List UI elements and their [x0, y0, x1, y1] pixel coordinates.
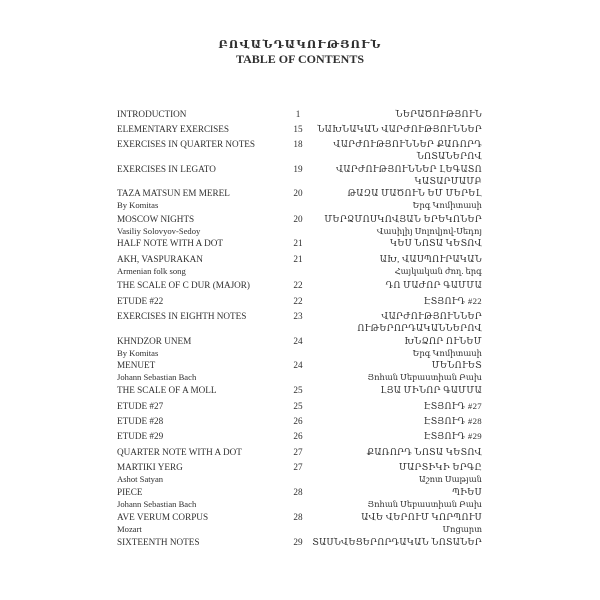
- heading-armenian: ԲՈՎԱՆԴԱԿՈՒԹՅՈՒՆ: [218, 39, 382, 51]
- entry-title-armenian: ԼՅԱ ՄԻՆՈՐ ԳԱՄՄԱ: [380, 385, 482, 395]
- entry-page-number: 15: [293, 124, 303, 134]
- entry-title-armenian-line2: ՈՒԹԵՐՈՐԴԱԿԱՆՆԵՐՈՎ: [357, 323, 482, 333]
- entry-page-number: 26: [293, 431, 303, 441]
- entry-title-english: AVE VERUM CORPUS: [117, 512, 209, 522]
- entry-page-number: 26: [293, 416, 303, 426]
- entry-title-english: PIECE: [117, 487, 143, 497]
- entry-title-armenian: ԹԱԶԱ ՄԱԾՈՒՆ ԵՄ ՄԵՐԵԼ: [347, 188, 482, 198]
- entry-title-armenian: ԴՈ ՄԱԺՈՐ ԳԱՄՄԱ: [385, 280, 482, 290]
- heading-english: TABLE OF CONTENTS: [235, 52, 365, 66]
- entry-title-english: ETUDE #22: [117, 296, 164, 306]
- entry-title-english: TAZA MATSUN EM MEREL: [117, 188, 230, 198]
- entry-page-number: 20: [293, 188, 303, 198]
- entry-page-number: 19: [293, 164, 303, 174]
- entry-title-armenian: ՄԵՆՈՒԵՏ: [431, 360, 482, 370]
- entry-page-number: 25: [293, 385, 303, 395]
- entry-page-number: 29: [293, 537, 303, 547]
- toc-entry: [0, 487, 600, 515]
- entry-title-armenian: ԱՎԵ ՎԵՐՈՒՄ ԿՈՐՊՈՒՍ: [361, 512, 482, 522]
- entry-title-english: MARTIKI YERG: [117, 462, 183, 472]
- entry-title-armenian: ՎԱՐԺՈՒԹՅՈՒՆՆԵՐ: [381, 311, 482, 321]
- entry-title-armenian: ԿԵՍ ՆՈՏԱ ԿԵՏՈՎ: [389, 238, 482, 248]
- entry-page-number: 21: [293, 238, 303, 248]
- entry-subtitle-english: By Komitas: [117, 200, 159, 210]
- entry-title-armenian: ՏԱՍՆՎԵՑԵՐՈՐԴԱԿԱՆ ՆՈՏԱՆԵՐ: [312, 537, 482, 547]
- entry-title-armenian: ՆԵՐԱԾՈՒԹՅՈՒՆ: [395, 109, 482, 119]
- entry-title-armenian: ՎԱՐԺՈՒԹՅՈՒՆՆԵՐ ՔԱՌՈՐԴ: [333, 139, 482, 149]
- entry-title-english: THE SCALE OF A MOLL: [117, 385, 217, 395]
- entry-title-english: ETUDE #29: [117, 431, 164, 441]
- entry-title-armenian: ՊԻԵՍ: [452, 487, 482, 497]
- toc-entry: [0, 537, 600, 565]
- entry-title-armenian: ՔԱՌՈՐԴ ՆՈՏԱ ԿԵՏՈՎ: [366, 447, 482, 457]
- entry-subtitle-armenian: Հայկական ժող. երգ: [394, 267, 482, 276]
- entry-title-english: HALF NOTE WITH A DOT: [117, 238, 223, 248]
- entry-page-number: 18: [293, 139, 303, 149]
- entry-title-english: EXERCISES IN QUARTER NOTES: [117, 139, 256, 149]
- entry-title-english: AKH, VASPURAKAN: [117, 254, 203, 264]
- entry-page-number: 23: [293, 311, 303, 321]
- entry-page-number: 28: [293, 487, 303, 497]
- entry-subtitle-english: Johann Sebastian Bach: [117, 372, 197, 382]
- entry-title-armenian: ԷՏՅՈՒԴ #27: [423, 401, 482, 411]
- entry-title-english: MOSCOW NIGHTS: [117, 214, 195, 224]
- entry-title-armenian: ԷՏՅՈՒԴ #22: [423, 296, 482, 306]
- entry-title-english: ETUDE #28: [117, 416, 164, 426]
- entry-title-english: QUARTER NOTE WITH A DOT: [117, 447, 242, 457]
- entry-subtitle-armenian: Յոհան Սեբաստիան Բախ: [367, 373, 482, 382]
- entry-page-number: 22: [293, 280, 303, 290]
- toc-entry: [0, 139, 600, 167]
- toc-entry: [0, 512, 600, 540]
- entry-title-armenian-line2: ՆՈՏԱՆԵՐՈՎ: [416, 151, 482, 161]
- entry-subtitle-english: By Komitas: [117, 348, 159, 358]
- toc-entry: [0, 188, 600, 216]
- entry-title-english: ELEMENTARY EXERCISES: [117, 124, 229, 134]
- entry-page-number: 27: [293, 447, 303, 457]
- entry-page-number: 22: [293, 296, 303, 306]
- toc-entry: [0, 311, 600, 339]
- entry-page-number: 20: [293, 214, 303, 224]
- entry-title-armenian: ՄԱՐՏԻԿԻ ԵՐԳԸ: [398, 462, 482, 472]
- entry-title-english: KHNDZOR UNEM: [117, 336, 192, 346]
- entry-title-armenian: ԱԽ, ՎԱՍՊՈՒՐԱԿԱՆ: [379, 254, 482, 264]
- entry-title-armenian: ԷՏՅՈՒԴ #28: [423, 416, 482, 426]
- entry-title-english: SIXTEENTH NOTES: [117, 537, 200, 547]
- entry-page-number: 24: [293, 336, 303, 346]
- toc-entry: [0, 462, 600, 490]
- entry-subtitle-armenian: Մոցարտ: [442, 525, 482, 534]
- entry-title-english: THE SCALE OF C DUR (MAJOR): [117, 280, 250, 290]
- entry-subtitle-english: Armenian folk song: [117, 266, 186, 276]
- entry-page-number: 21: [293, 254, 303, 264]
- entry-page-number: 1: [295, 109, 301, 119]
- entry-title-armenian: ՎԱՐԺՈՒԹՅՈՒՆՆԵՐ ԼԵԳԱՏՈ: [336, 164, 482, 174]
- entry-subtitle-english: Johann Sebastian Bach: [117, 499, 197, 509]
- entry-title-armenian: ԽՆՁՈՐ ՈՒՆԵՄ: [404, 336, 482, 346]
- entry-title-armenian: ՆԱԽՆԱԿԱՆ ՎԱՐԺՈՒԹՅՈՒՆՆԵՐ: [317, 124, 482, 134]
- entry-subtitle-english: Vasiliy Solovyov-Sedoy: [117, 226, 201, 236]
- entry-subtitle-english: Mozart: [117, 524, 142, 534]
- entry-title-english: MENUET: [117, 360, 156, 370]
- entry-page-number: 28: [293, 512, 303, 522]
- toc-entry: [0, 360, 600, 388]
- entry-subtitle-english: Ashot Satyan: [117, 474, 164, 484]
- entry-subtitle-armenian: Երգ Կոմիտասի: [412, 201, 482, 210]
- entry-page-number: 24: [293, 360, 303, 370]
- toc-entry: [0, 254, 600, 282]
- entry-subtitle-armenian: Երգ Կոմիտասի: [412, 349, 482, 358]
- entry-title-english: ETUDE #27: [117, 401, 164, 411]
- entry-subtitle-armenian: Աշոտ Սաթյան: [418, 475, 482, 484]
- entry-title-armenian: ՄԵՐՁՄՈՍԿՈՎՅԱՆ ԵՐԵԿՈՆԵՐ: [324, 214, 482, 224]
- entry-page-number: 27: [293, 462, 303, 472]
- entry-title-english: EXERCISES IN EIGHTH NOTES: [117, 311, 247, 321]
- entry-title-english: INTRODUCTION: [117, 109, 187, 119]
- entry-title-english: EXERCISES IN LEGATO: [117, 164, 216, 174]
- entry-title-armenian: ԷՏՅՈՒԴ #29: [423, 431, 482, 441]
- entry-subtitle-armenian: Յոհան Սեբաստիան Բախ: [367, 500, 482, 509]
- entry-page-number: 25: [293, 401, 303, 411]
- entry-subtitle-armenian: Վասիլիյ Սոլովյով-Սեդոյ: [376, 227, 482, 236]
- entry-title-armenian-line2: ԿԱՏԱՐՄԱՄԲ: [414, 176, 482, 186]
